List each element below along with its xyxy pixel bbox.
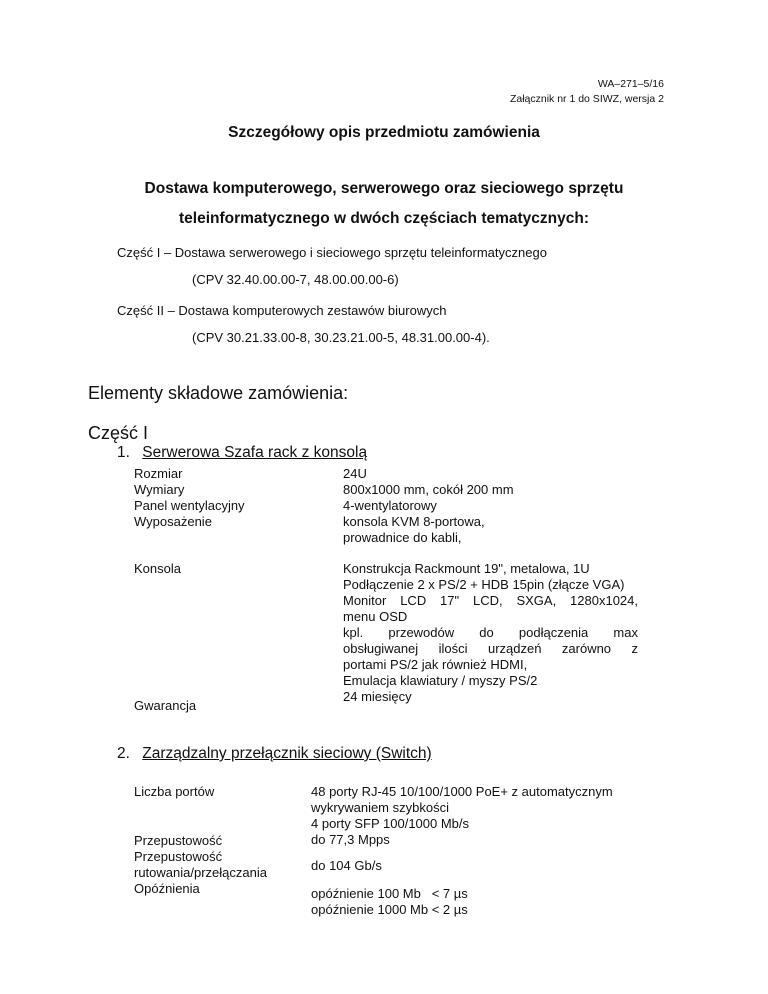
item-number: 2.	[117, 745, 130, 762]
spec-value: 4 porty SFP 100/1000 Mb/s	[311, 816, 470, 831]
part-1-heading: Część I	[88, 423, 149, 443]
spec-label: Konsola	[134, 561, 181, 576]
spec-label: rutowania/przełączania	[134, 865, 267, 880]
item-2-spec-labels-throughput	[134, 833, 267, 897]
spec-value: prowadnice do kabli,	[343, 530, 462, 545]
item-1-heading	[117, 444, 367, 462]
part-2-summary: Część II – Dostawa komputerowych zestawów biurowych	[117, 303, 447, 318]
spec-value: konsola KVM 8-portowa,	[343, 514, 485, 529]
spec-value: 4-wentylatorowy	[343, 498, 437, 513]
item-1-spec-label-warranty	[134, 698, 196, 714]
spec-value: Emulacja klawiatury / myszy PS/2	[343, 673, 538, 688]
document-reference: WA–271–5/16	[597, 78, 664, 90]
spec-value: 24 miesięcy	[343, 689, 412, 704]
spec-value: do 77,3 Mpps	[311, 832, 390, 847]
item-2-heading	[117, 745, 432, 763]
spec-label: Wymiary	[134, 482, 185, 497]
spec-value: opóźnienie 100 Mb < 7 µs	[311, 886, 468, 901]
spec-value: obsługiwanej ilości urządzeń zarówno z	[343, 641, 638, 656]
item-1-spec-labels-a	[134, 466, 245, 530]
item-2-spec-value-routing	[311, 858, 382, 874]
spec-value: kpl. przewodów do podłączenia max	[343, 625, 638, 640]
spec-value: Monitor LCD 17" LCD, SXGA, 1280x1024,	[343, 593, 638, 608]
spec-label: Przepustowość	[134, 849, 223, 864]
item-1-spec-values-a	[343, 466, 514, 546]
spec-value: 24U	[343, 466, 367, 481]
spec-label: Wyposażenie	[134, 514, 212, 529]
spec-value: Konstrukcja Rackmount 19", metalowa, 1U	[343, 561, 590, 576]
item-number: 1.	[117, 444, 130, 461]
item-2-spec-label-ports	[134, 784, 214, 800]
item-1-spec-values-b	[343, 561, 638, 705]
part-2-cpv: (CPV 30.21.33.00-8, 30.23.21.00-5, 48.31.00.00-4).	[192, 330, 490, 345]
spec-value: do 104 Gb/s	[311, 858, 382, 873]
page-title: Szczegółowy opis przedmiotu zamówienia	[228, 124, 540, 141]
item-2-spec-values-ports	[311, 784, 613, 848]
spec-value: opóźnienie 1000 Mb < 2 µs	[311, 902, 468, 917]
spec-label: Gwarancja	[134, 698, 197, 713]
item-1-spec-label-console	[134, 561, 181, 577]
spec-value: wykrywaniem szybkości	[311, 800, 449, 815]
spec-value: Podłączenie 2 x PS/2 + HDB 15pin (złącze VGA)	[343, 577, 625, 592]
spec-value: portami PS/2 jak również HDMI,	[343, 657, 528, 672]
spec-value: 48 porty RJ-45 10/100/1000 PoE+ z automatycznym	[311, 784, 613, 799]
spec-label: Panel wentylacyjny	[134, 498, 245, 513]
spec-label: Przepustowość	[134, 833, 223, 848]
item-2-spec-values-latency	[311, 886, 468, 918]
subtitle-line-1: Dostawa komputerowego, serwerowego oraz sieciowego sprzętu	[144, 180, 624, 197]
part-1-cpv: (CPV 32.40.00.00-7, 48.00.00.00-6)	[192, 272, 399, 287]
spec-value: 800x1000 mm, cokół 200 mm	[343, 482, 514, 497]
subtitle-line-2: teleinformatycznego w dwóch częściach tematycznych:	[178, 210, 589, 227]
annex-label: Załącznik nr 1 do SIWZ, wersja 2	[509, 93, 664, 105]
spec-label: Liczba portów	[134, 784, 215, 799]
spec-label: Rozmiar	[134, 466, 183, 481]
item-name: Serwerowa Szafa rack z konsolą	[142, 444, 368, 461]
spec-value: menu OSD	[343, 609, 408, 624]
section-heading: Elementy składowe zamówienia:	[88, 383, 349, 403]
item-name: Zarządzalny przełącznik sieciowy (Switch)	[142, 745, 432, 762]
part-1-summary: Część I – Dostawa serwerowego i sieciowego sprzętu teleinformatycznego	[117, 245, 547, 260]
spec-label: Opóźnienia	[134, 881, 200, 896]
